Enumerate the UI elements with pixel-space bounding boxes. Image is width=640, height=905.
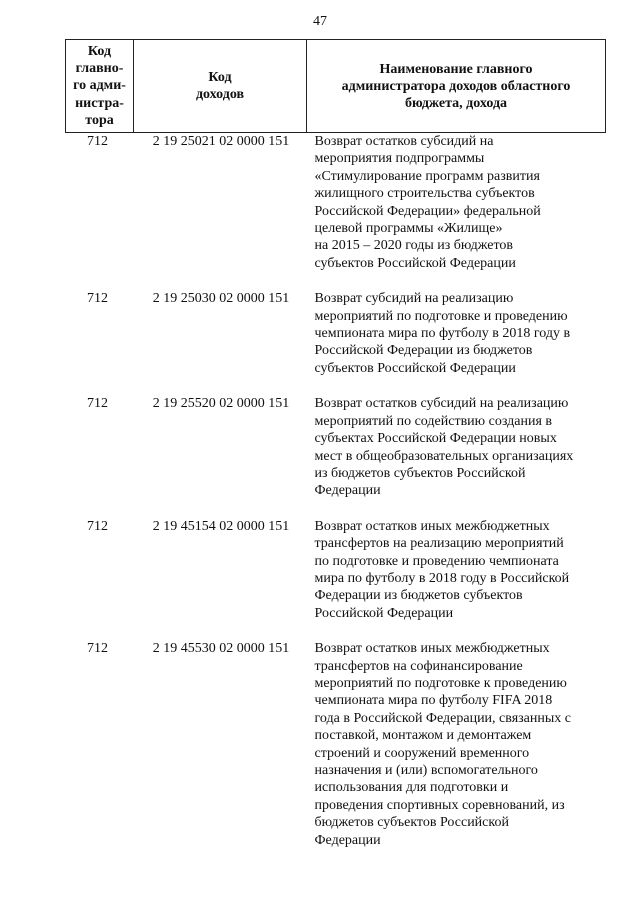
revenue-codes-table bbox=[65, 39, 606, 867]
admin-code-cell: 712 bbox=[87, 641, 108, 657]
header-line: доходов bbox=[195, 87, 245, 102]
income-name-line: Российской Федерации из бюджетов bbox=[314, 343, 533, 359]
income-code-cell: 2 19 25030 02 0000 151 bbox=[152, 291, 290, 307]
admin-code-cell: 712 bbox=[87, 396, 108, 412]
income-name-line: Возврат остатков субсидий на bbox=[314, 134, 494, 149]
income-name-line: Возврат остатков иных межбюджетных bbox=[314, 641, 550, 657]
income-name-line: Федерации bbox=[314, 483, 381, 499]
income-name-line: мира по футболу в 2018 году в Российской bbox=[314, 570, 570, 586]
income-name-line: по подготовке и проведению чемпионата bbox=[314, 553, 559, 569]
income-name-line: жилищного строительства субъектов bbox=[314, 186, 535, 202]
income-name-line: чемпионата мира по футболу FIFA 2018 bbox=[314, 693, 553, 709]
header-line: бюджета, дохода bbox=[404, 95, 508, 111]
income-name-line: Российской Федерации bbox=[314, 605, 454, 621]
header-income-code bbox=[134, 40, 307, 133]
income-name-line: назначения и (или) вспомогательного bbox=[314, 763, 538, 778]
income-code-cell: 2 19 25021 02 0000 151 bbox=[152, 134, 290, 149]
header-line: нистра- bbox=[75, 95, 124, 111]
income-name-line: мероприятия подпрограммы bbox=[314, 151, 485, 167]
income-name-line: целевой программы «Жилище» bbox=[314, 221, 503, 237]
table-body bbox=[66, 133, 606, 868]
income-name-line: строений и сооружений временного bbox=[314, 745, 530, 761]
header-line: администратора доходов областного bbox=[341, 78, 571, 94]
income-name-line: поставкой, монтажом и демонтажем bbox=[314, 728, 532, 744]
header-line: Наименование главного bbox=[379, 61, 533, 77]
header-name bbox=[307, 40, 606, 133]
admin-code-cell: 712 bbox=[87, 518, 108, 534]
income-code-cell: 2 19 45530 02 0000 151 bbox=[152, 641, 290, 657]
table-row bbox=[66, 640, 606, 867]
page-number: 47 bbox=[313, 14, 327, 29]
header-admin-code bbox=[66, 40, 134, 133]
table-row bbox=[66, 290, 606, 395]
income-name-line: Возврат субсидий на реализацию bbox=[314, 291, 514, 307]
income-name-line: мест в общеобразовательных организациях bbox=[314, 448, 574, 464]
income-name-line: использования для подготовки и bbox=[314, 780, 509, 796]
income-name-cell bbox=[307, 133, 606, 291]
header-line: главно- bbox=[75, 61, 124, 77]
income-name-cell bbox=[307, 395, 606, 517]
income-name-line: трансфертов на реализацию мероприятий bbox=[314, 536, 564, 552]
table-row bbox=[66, 518, 606, 640]
table-row bbox=[66, 395, 606, 517]
income-name-line: Российской Федерации» федеральной bbox=[314, 203, 541, 219]
income-code-cell: 2 19 25520 02 0000 151 bbox=[152, 396, 290, 412]
income-name-line: проведения спортивных соревнований, из bbox=[314, 797, 565, 813]
income-name-cell bbox=[307, 640, 606, 867]
income-name-line: года в Российской Федерации, связанных с bbox=[314, 710, 571, 726]
header-line: го адми- bbox=[73, 78, 126, 94]
income-name-line: мероприятий по содействию создания в bbox=[314, 413, 552, 429]
income-name-line: трансфертов на софинансирование bbox=[314, 658, 523, 674]
income-name-line: Возврат остатков субсидий на реализацию bbox=[314, 396, 569, 412]
header-line: Код bbox=[87, 43, 112, 59]
income-name-line: субъектов Российской Федерации bbox=[314, 255, 516, 271]
income-name-line: субъектах Российской Федерации новых bbox=[314, 431, 557, 447]
admin-code-cell: 712 bbox=[87, 291, 108, 307]
income-name-cell bbox=[307, 290, 606, 395]
income-name-line: Федерации bbox=[314, 832, 381, 848]
income-name-line: мероприятий по подготовке и проведению bbox=[314, 308, 568, 324]
income-name-line: из бюджетов субъектов Российской bbox=[314, 465, 526, 481]
admin-code-cell: 712 bbox=[87, 134, 108, 149]
income-name-line: чемпионата мира по футболу в 2018 году в bbox=[314, 326, 571, 342]
income-name-cell bbox=[307, 518, 606, 640]
header-line: тора bbox=[85, 112, 114, 128]
income-name-line: «Стимулирование программ развития bbox=[314, 168, 540, 184]
income-code-cell: 2 19 45154 02 0000 151 bbox=[152, 518, 290, 534]
income-name-line: мероприятий по подготовке к проведению bbox=[314, 675, 567, 691]
income-name-line: Федерации из бюджетов субъектов bbox=[314, 588, 523, 604]
income-name-line: Возврат остатков иных межбюджетных bbox=[314, 518, 550, 534]
header-line: Код bbox=[208, 70, 232, 85]
table-header-row bbox=[66, 40, 606, 133]
income-name-line: на 2015 – 2020 годы из бюджетов bbox=[314, 238, 513, 254]
table-row bbox=[66, 133, 606, 291]
income-name-line: бюджетов субъектов Российской bbox=[314, 815, 509, 831]
income-name-line: субъектов Российской Федерации bbox=[314, 360, 516, 376]
